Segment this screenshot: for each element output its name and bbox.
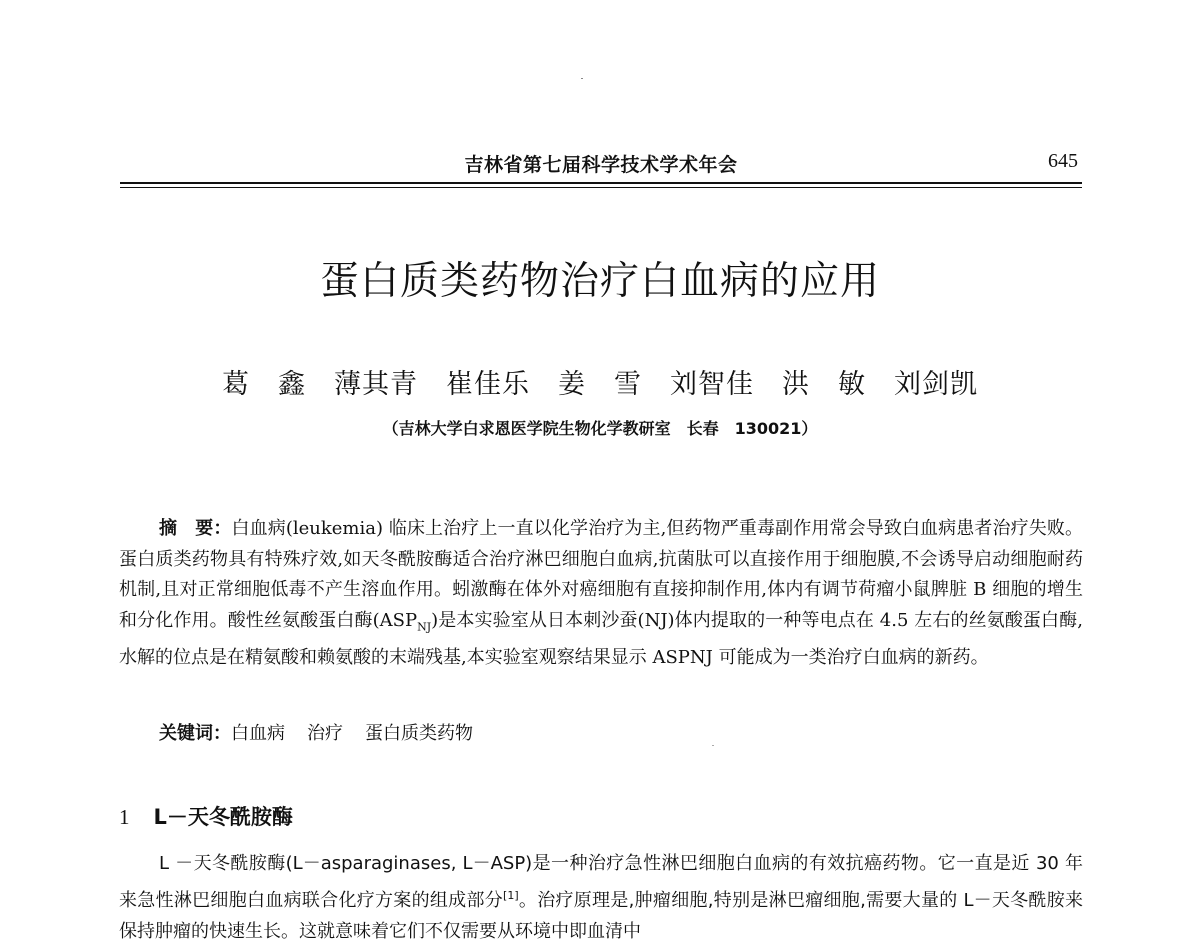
header-rule-thin <box>120 187 1082 188</box>
section-number: 1 <box>119 805 130 829</box>
abstract-label: 摘 要： <box>159 518 232 539</box>
abstract <box>119 514 1083 673</box>
keywords <box>159 719 495 745</box>
abstract-text: 白血病(leukemia) 临床上治疗上一直以化学治疗为主,但药物严重毒副作用常会导致白血病患者治疗失败。蛋白质类药物具有特殊疗效,如天冬酰胺酶适合治疗淋巴细胞白血病,抗菌肽可以直接作用于细胞膜,不会诱导启动细胞耐药机制,且对正常细胞低毒不产生溶血作用。蚓激酶在体外对癌细胞有直接抑制作用,体内有调节荷瘤小鼠脾脏 B 细胞的增生和分化作用。酸性丝氨酸蛋白酶(ASP <box>119 518 1083 631</box>
citation-ref: [1] <box>503 888 519 902</box>
author: 葛 鑫 <box>222 369 306 400</box>
abstract-subscript: NJ <box>417 620 432 634</box>
section-title: L－天冬酰胺酶 <box>153 805 293 829</box>
keywords-label: 关键词： <box>159 723 231 744</box>
author-list <box>0 362 1200 401</box>
affiliation: （吉林大学白求恩医学院生物化学教研室 长春 130021） <box>382 419 818 438</box>
page-number: 645 <box>1048 150 1078 172</box>
author: 刘剑凯 <box>894 369 978 400</box>
author: 洪 敏 <box>782 369 866 400</box>
keyword: 治疗 <box>307 723 343 744</box>
journal-title: 吉林省第七届科学技术学术年会 <box>464 154 738 176</box>
scan-speck <box>581 78 583 79</box>
abstract-text-continued: )是本实验室从日本刺沙蚕(NJ)体内提取的一种等电点在 4.5 左右的丝氨酸蛋白酶,水解的位点是在精氨酸和赖氨酸的末端残基,本实验室观察结果显示 ASPNJ 可能成为一类治疗白血病的新药。 <box>119 609 1084 668</box>
keyword: 蛋白质类药物 <box>365 723 473 744</box>
author: 薄其青 <box>334 369 418 400</box>
article-title: 蛋白质类药物治疗白血病的应用 <box>319 259 880 304</box>
author: 姜 雪 <box>558 369 642 400</box>
paragraph-text: L －天冬酰胺酶(L－asparaginases, L－ASP)是一种治疗急性淋巴细胞白血病的有效抗癌药物。它一直是近 30 年来急性淋巴细胞白血病联合化疗方案的组成部分 <box>119 853 1083 911</box>
section-heading <box>119 801 293 831</box>
scan-speck <box>712 745 714 746</box>
keyword: 白血病 <box>231 723 285 744</box>
paragraph-text-continued: 。治疗原理是,肿瘤细胞,特别是淋巴瘤细胞,需要大量的 L－天冬酰胺来保持肿瘤的快速生长。这就意味着它们不仅需要从环境中即血清中 <box>119 889 1083 942</box>
author: 刘智佳 <box>670 369 754 400</box>
header-rule-thick <box>120 182 1082 184</box>
running-header <box>120 148 1082 182</box>
body-paragraph <box>119 848 1083 948</box>
author: 崔佳乐 <box>446 369 530 400</box>
